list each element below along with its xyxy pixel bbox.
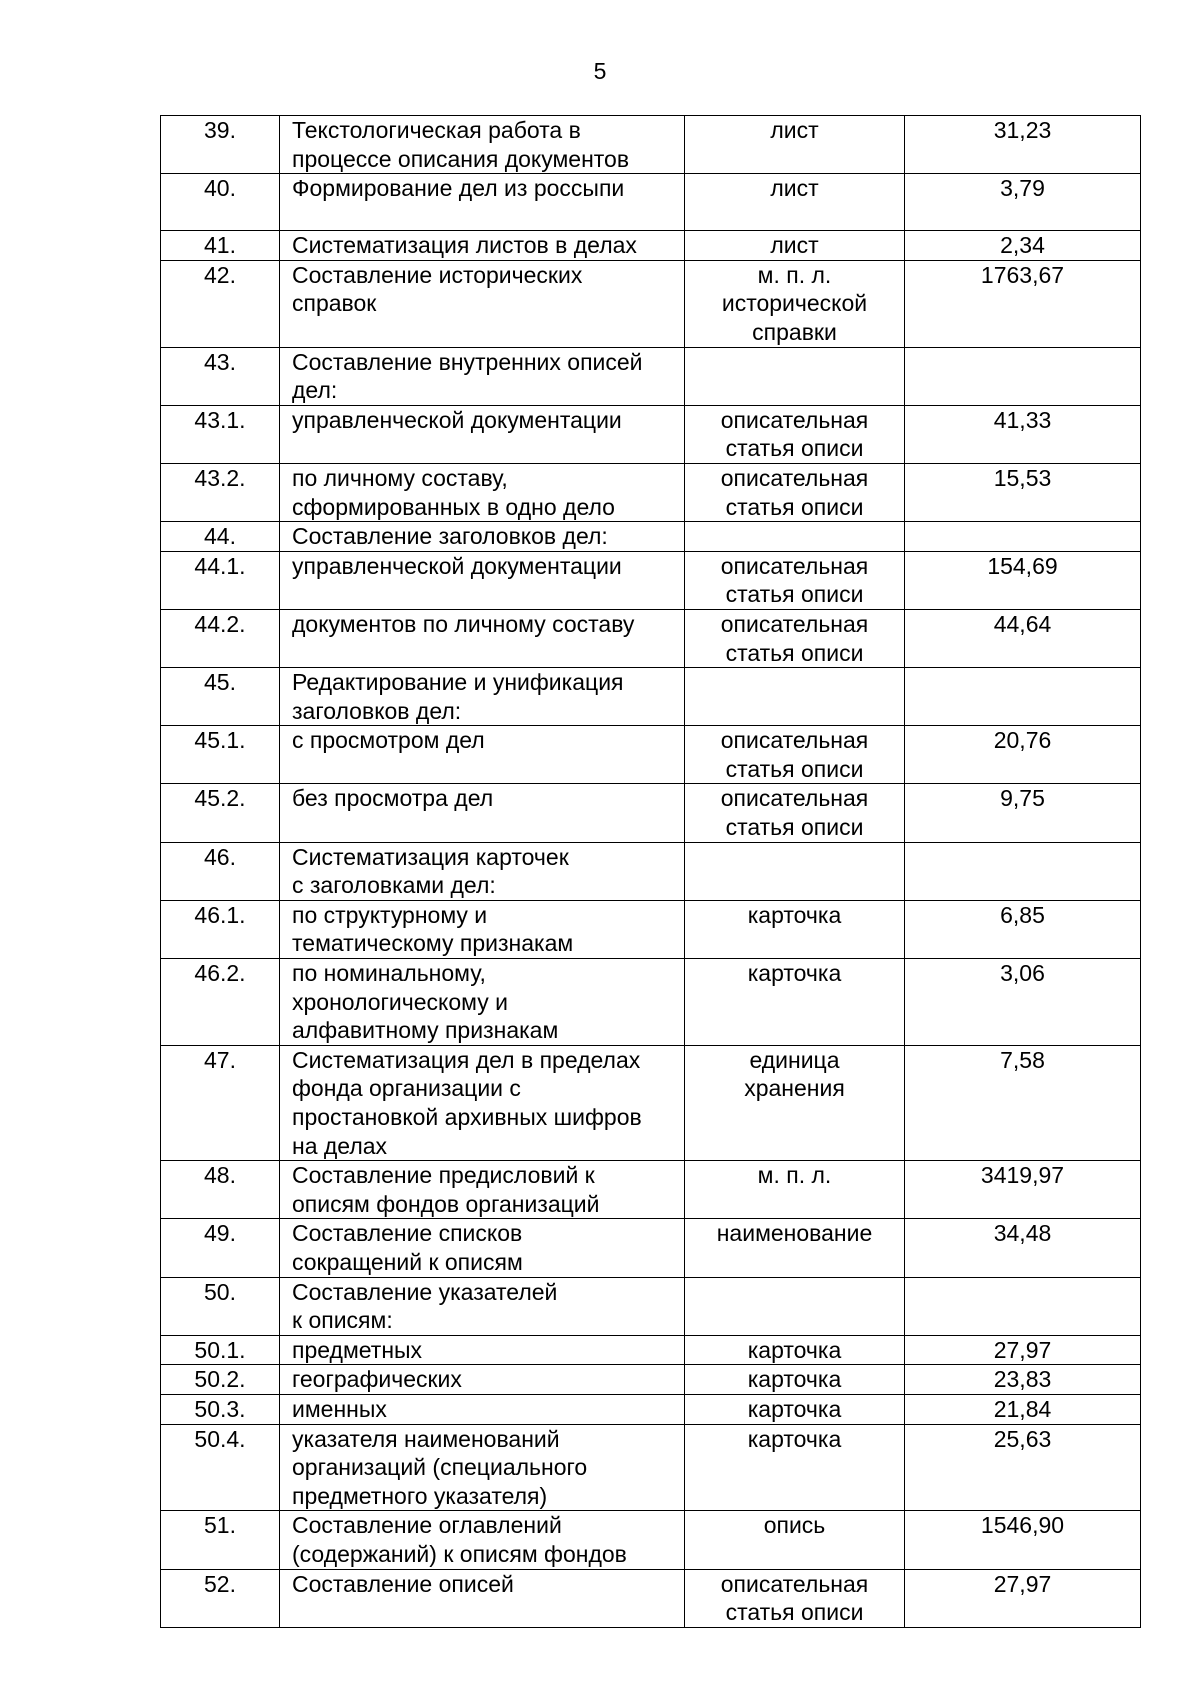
- unit-cell: единица хранения: [685, 1045, 905, 1160]
- row-number-cell: 52.: [161, 1569, 280, 1627]
- row-number-cell: 45.: [161, 668, 280, 726]
- work-name-cell: без просмотра дел: [280, 784, 685, 842]
- rate-value-cell: 25,63: [905, 1424, 1141, 1511]
- work-name-cell: именных: [280, 1394, 685, 1424]
- work-name-cell: по личному составу, сформированных в одно дело: [280, 463, 685, 521]
- row-number-cell: 51.: [161, 1511, 280, 1569]
- work-name-cell: географических: [280, 1365, 685, 1395]
- row-number-cell: 50.3.: [161, 1394, 280, 1424]
- row-number-cell: 42.: [161, 260, 280, 347]
- unit-cell: м. п. л.: [685, 1161, 905, 1219]
- unit-cell: наименование: [685, 1219, 905, 1277]
- table-row: [161, 1365, 1141, 1395]
- rate-value-cell: [905, 1277, 1141, 1335]
- work-name-cell: по структурному и тематическому признакам: [280, 900, 685, 958]
- unit-cell: карточка: [685, 1365, 905, 1395]
- unit-cell: карточка: [685, 1424, 905, 1511]
- work-name-cell: предметных: [280, 1335, 685, 1365]
- row-number-cell: 43.2.: [161, 463, 280, 521]
- work-name-cell: Составление оглавлений (содержаний) к описям фондов: [280, 1511, 685, 1569]
- rate-value-cell: 7,58: [905, 1045, 1141, 1160]
- row-number-cell: 48.: [161, 1161, 280, 1219]
- rates-table: [160, 115, 1141, 1628]
- work-name-cell: Систематизация карточек с заголовками дел:: [280, 842, 685, 900]
- table-row: [161, 784, 1141, 842]
- rate-value-cell: 154,69: [905, 551, 1141, 609]
- rate-value-cell: 34,48: [905, 1219, 1141, 1277]
- table-row: [161, 842, 1141, 900]
- unit-cell: описательная статья описи: [685, 726, 905, 784]
- work-name-cell: Систематизация дел в пределах фонда организации с простановкой архивных шифров на делах: [280, 1045, 685, 1160]
- table-row: [161, 959, 1141, 1046]
- unit-cell: [685, 1277, 905, 1335]
- table-row: [161, 1045, 1141, 1160]
- work-name-cell: документов по личному составу: [280, 609, 685, 667]
- table-row: [161, 726, 1141, 784]
- table-row: [161, 347, 1141, 405]
- table-row: [161, 260, 1141, 347]
- table-row: [161, 1335, 1141, 1365]
- table-row: [161, 116, 1141, 174]
- work-name-cell: управленческой документации: [280, 405, 685, 463]
- rate-value-cell: 27,97: [905, 1335, 1141, 1365]
- row-number-cell: 46.: [161, 842, 280, 900]
- unit-cell: лист: [685, 116, 905, 174]
- unit-cell: карточка: [685, 900, 905, 958]
- rate-value-cell: 3,06: [905, 959, 1141, 1046]
- unit-cell: [685, 668, 905, 726]
- table-row: [161, 1511, 1141, 1569]
- table-row: [161, 231, 1141, 261]
- table-row: [161, 463, 1141, 521]
- unit-cell: лист: [685, 174, 905, 231]
- unit-cell: описательная статья описи: [685, 463, 905, 521]
- rate-value-cell: [905, 522, 1141, 552]
- row-number-cell: 45.2.: [161, 784, 280, 842]
- rate-value-cell: 1546,90: [905, 1511, 1141, 1569]
- rate-value-cell: 1763,67: [905, 260, 1141, 347]
- unit-cell: лист: [685, 231, 905, 261]
- work-name-cell: Систематизация листов в делах: [280, 231, 685, 261]
- rates-table-body: [161, 116, 1141, 1628]
- table-row: [161, 1394, 1141, 1424]
- unit-cell: описательная статья описи: [685, 1569, 905, 1627]
- work-name-cell: Составление исторических справок: [280, 260, 685, 347]
- unit-cell: карточка: [685, 1394, 905, 1424]
- rate-value-cell: 20,76: [905, 726, 1141, 784]
- rate-value-cell: 21,84: [905, 1394, 1141, 1424]
- rate-value-cell: 2,34: [905, 231, 1141, 261]
- unit-cell: описательная статья описи: [685, 784, 905, 842]
- work-name-cell: Формирование дел из россыпи: [280, 174, 685, 231]
- work-name-cell: с просмотром дел: [280, 726, 685, 784]
- row-number-cell: 49.: [161, 1219, 280, 1277]
- work-name-cell: Составление заголовков дел:: [280, 522, 685, 552]
- row-number-cell: 46.2.: [161, 959, 280, 1046]
- table-row: [161, 1277, 1141, 1335]
- table-row: [161, 1219, 1141, 1277]
- unit-cell: описательная статья описи: [685, 405, 905, 463]
- unit-cell: карточка: [685, 959, 905, 1046]
- unit-cell: описательная статья описи: [685, 609, 905, 667]
- rate-value-cell: 9,75: [905, 784, 1141, 842]
- work-name-cell: Составление описей: [280, 1569, 685, 1627]
- unit-cell: [685, 522, 905, 552]
- table-row: [161, 900, 1141, 958]
- work-name-cell: по номинальному, хронологическому и алфавитному признакам: [280, 959, 685, 1046]
- rate-value-cell: 3,79: [905, 174, 1141, 231]
- row-number-cell: 50.1.: [161, 1335, 280, 1365]
- work-name-cell: Составление внутренних описей дел:: [280, 347, 685, 405]
- rate-value-cell: [905, 347, 1141, 405]
- work-name-cell: Составление предисловий к описям фондов организаций: [280, 1161, 685, 1219]
- row-number-cell: 47.: [161, 1045, 280, 1160]
- row-number-cell: 44.1.: [161, 551, 280, 609]
- row-number-cell: 45.1.: [161, 726, 280, 784]
- work-name-cell: Редактирование и унификация заголовков дел:: [280, 668, 685, 726]
- row-number-cell: 50.2.: [161, 1365, 280, 1395]
- work-name-cell: Составление списков сокращений к описям: [280, 1219, 685, 1277]
- row-number-cell: 50.: [161, 1277, 280, 1335]
- work-name-cell: Текстологическая работа в процессе описания документов: [280, 116, 685, 174]
- unit-cell: описательная статья описи: [685, 551, 905, 609]
- unit-cell: [685, 347, 905, 405]
- page-number: 5: [593, 58, 607, 84]
- table-row: [161, 405, 1141, 463]
- row-number-cell: 41.: [161, 231, 280, 261]
- rate-value-cell: 41,33: [905, 405, 1141, 463]
- table-row: [161, 609, 1141, 667]
- rate-value-cell: [905, 668, 1141, 726]
- rate-value-cell: 3419,97: [905, 1161, 1141, 1219]
- unit-cell: опись: [685, 1511, 905, 1569]
- rate-value-cell: 31,23: [905, 116, 1141, 174]
- row-number-cell: 44.: [161, 522, 280, 552]
- row-number-cell: 43.1.: [161, 405, 280, 463]
- table-row: [161, 1161, 1141, 1219]
- row-number-cell: 44.2.: [161, 609, 280, 667]
- rate-value-cell: [905, 842, 1141, 900]
- rate-value-cell: 23,83: [905, 1365, 1141, 1395]
- unit-cell: карточка: [685, 1335, 905, 1365]
- table-row: [161, 668, 1141, 726]
- table-row: [161, 174, 1141, 231]
- table-row: [161, 1424, 1141, 1511]
- row-number-cell: 40.: [161, 174, 280, 231]
- rate-value-cell: 15,53: [905, 463, 1141, 521]
- work-name-cell: указателя наименований организаций (специального предметного указателя): [280, 1424, 685, 1511]
- work-name-cell: Составление указателей к описям:: [280, 1277, 685, 1335]
- rate-value-cell: 6,85: [905, 900, 1141, 958]
- rate-value-cell: 27,97: [905, 1569, 1141, 1627]
- row-number-cell: 50.4.: [161, 1424, 280, 1511]
- rate-value-cell: 44,64: [905, 609, 1141, 667]
- row-number-cell: 46.1.: [161, 900, 280, 958]
- work-name-cell: управленческой документации: [280, 551, 685, 609]
- table-row: [161, 551, 1141, 609]
- unit-cell: м. п. л. исторической справки: [685, 260, 905, 347]
- unit-cell: [685, 842, 905, 900]
- row-number-cell: 43.: [161, 347, 280, 405]
- table-row: [161, 1569, 1141, 1627]
- row-number-cell: 39.: [161, 116, 280, 174]
- table-row: [161, 522, 1141, 552]
